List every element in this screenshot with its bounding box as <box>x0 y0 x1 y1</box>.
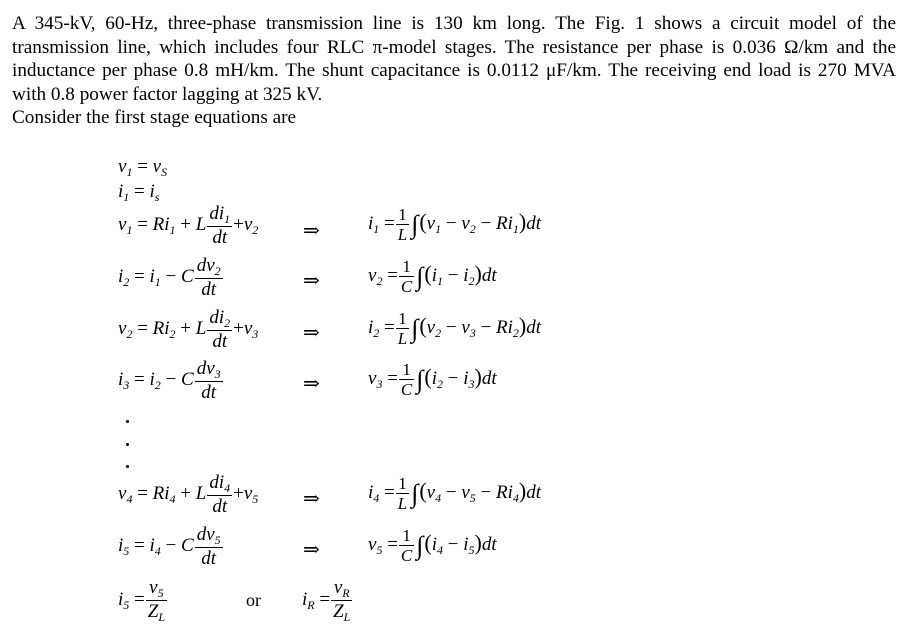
eq-v1-equals-vs: $v_1 = v_S$ <box>118 156 168 179</box>
intro-line-1: A 345-kV, 60-Hz, three-phase transmission line is 130 km long. The Fig. 1 shows a circuit model of the <box>12 13 896 34</box>
eq-row5-left: $v_4 = Ri_4 + L$ $\frac{di_4}{dt}$ $+v_5$ <box>118 472 259 517</box>
eq-row1-left: $v_1 = Ri_1 + L$ $\frac{di_1}{dt}$ $+v_2$ <box>118 203 259 248</box>
intro-line-5: Consider the first stage equations are <box>12 107 296 128</box>
or-text: or <box>246 590 261 610</box>
problem-statement <box>12 12 896 130</box>
intro-line-4: with 0.8 power factor lagging at 325 kV. <box>12 83 323 105</box>
eq-i1-equals-is: $i_1 = i_s$ <box>118 181 160 204</box>
eq-row2-right: $v_2$ = $\frac{1}{C}$ $\int(i_1 - i_2)dt$ <box>368 257 497 296</box>
ellipsis-dot <box>126 420 129 423</box>
implies-arrow: ⇒ <box>303 488 320 510</box>
ellipsis-dot <box>126 443 129 446</box>
eq-row3-right: $i_2$ = $\frac{1}{L}$ $\int(v_2 - v_3 - Ri_2)dt$ <box>368 309 541 348</box>
implies-arrow: ⇒ <box>303 322 320 344</box>
eq-row2-left: $i_2 = i_1 - C$ $\frac{dv_2}{dt}$ <box>118 255 221 300</box>
eq-ir-load: $i_R$ = $\frac{v_R}{Z_L}$ <box>302 577 351 624</box>
eq-row4-left: $i_3 = i_2 - C$ $\frac{dv_3}{dt}$ <box>118 358 221 403</box>
implies-arrow: ⇒ <box>303 539 320 561</box>
eq-row5-right: $i_4$ = $\frac{1}{L}$ $\int(v_4 - v_5 - Ri_4)dt$ <box>368 474 541 513</box>
intro-line-2: transmission line, which includes four RLC π-model stages. The resistance per phase is 0.036 Ω/km and the <box>12 36 896 58</box>
eq-row6-left: $i_5 = i_4 - C$ $\frac{dv_5}{dt}$ <box>118 524 221 569</box>
eq-row3-left: $v_2 = Ri_2 + L$ $\frac{di_2}{dt}$ $+v_3$ <box>118 307 259 352</box>
implies-arrow: ⇒ <box>303 373 320 395</box>
eq-i5-load: $i_5$ = $\frac{v_5}{Z_L}$ <box>118 577 166 624</box>
ellipsis-dot <box>126 465 129 468</box>
intro-line-3: inductance per phase 0.8 mH/km. The shunt capacitance is 0.0112 μF/km. The receiving end load is 270 MVA <box>12 60 896 81</box>
eq-row1-right: $i_1$ = $\frac{1}{L}$ $\int(v_1 - v_2 - Ri_1)dt$ <box>368 205 541 244</box>
implies-arrow: ⇒ <box>303 270 320 292</box>
eq-row6-right: $v_5$ = $\frac{1}{C}$ $\int(i_4 - i_5)dt$ <box>368 526 497 565</box>
eq-row4-right: $v_3$ = $\frac{1}{C}$ $\int(i_2 - i_3)dt$ <box>368 360 497 399</box>
implies-arrow: ⇒ <box>303 220 320 242</box>
